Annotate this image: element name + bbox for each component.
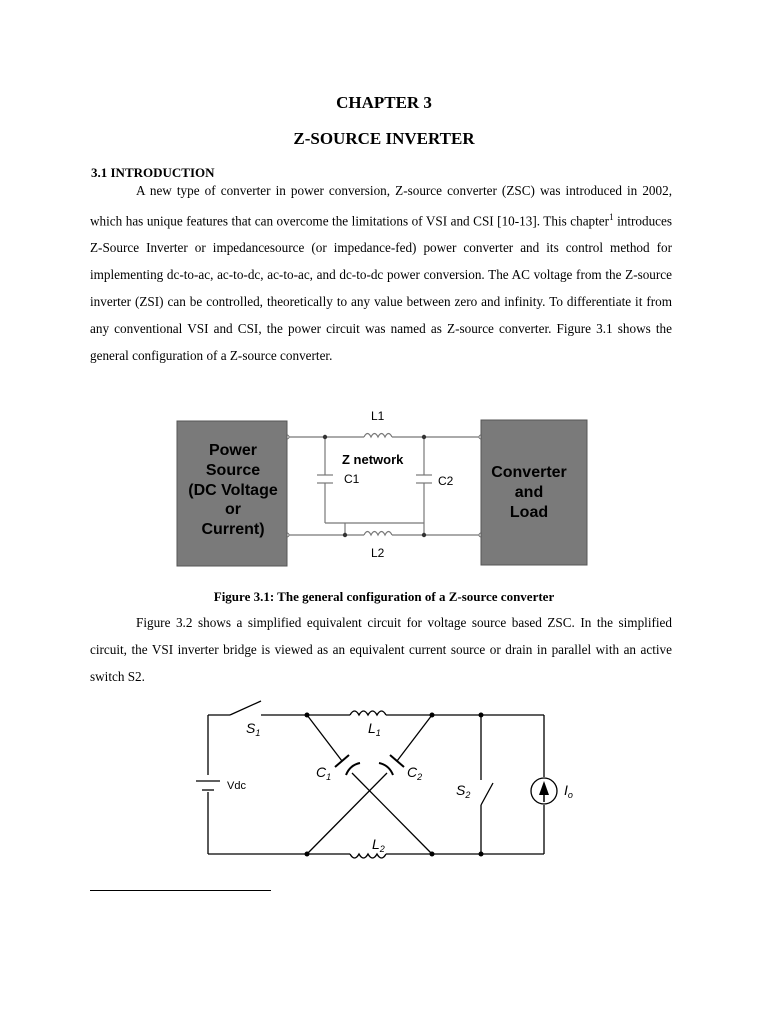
svg-text:or: or bbox=[225, 501, 241, 518]
s1-label: $S_1$ bbox=[246, 720, 261, 738]
figure-3-1-caption: Figure 3.1: The general configuration of a Z-source converter bbox=[213, 589, 555, 604]
svg-text:Load: Load bbox=[509, 504, 549, 521]
z-network-label: Z network bbox=[342, 452, 404, 467]
c1-label: $C_1$ bbox=[316, 764, 332, 782]
figure-3-2 bbox=[180, 695, 573, 870]
chapter-heading: CHAPTER 3 bbox=[336, 93, 432, 112]
figure-3-1 bbox=[170, 405, 595, 565]
footnote-rule bbox=[90, 890, 271, 891]
footnote-mark[interactable]: 1 bbox=[609, 212, 614, 222]
figure2-capacitors bbox=[335, 755, 404, 775]
intro-paragraph bbox=[90, 177, 672, 369]
paragraph-2 bbox=[90, 609, 672, 690]
intro-text: A new type of converter in power conversion, Z-source converter (ZSC) was introduced in 2002, which has unique features that can overcome the limitations of VSI and CSI [10-13]. This chapter bbox=[90, 183, 672, 229]
io-label: $I_o$ bbox=[564, 782, 573, 800]
figure1-l2-label: L2 bbox=[371, 546, 385, 560]
l2-label: $L_2$ bbox=[372, 836, 385, 854]
c2-label: $C_2$ bbox=[407, 764, 423, 782]
figure1-c2-label: C2 bbox=[438, 474, 454, 488]
svg-text:Power: Power bbox=[208, 442, 258, 459]
svg-text:Converter: Converter bbox=[491, 464, 567, 481]
intro-text-continued: introduces Z-Source Inverter or impedancesource (or impedance-fed) power converter and its control method for implementing dc-to-ac, ac-to-dc, ac-to-ac, and dc-to-dc power conversion. The AC voltage from the Z-source inverter (ZSI) can be controlled, theoretically to any value between zero and infinity. To differentiate it from any conventional VSI and CSI, the power circuit was named as Z-source converter. Figure 3.1 shows the general configuration of a Z-source converter. bbox=[90, 213, 673, 364]
vdc-label: Vdc bbox=[227, 780, 246, 792]
chapter-title: Z-SOURCE INVERTER bbox=[293, 129, 475, 148]
svg-text:Source: Source bbox=[205, 462, 261, 479]
svg-text:and: and bbox=[514, 484, 544, 501]
figure1-nodes bbox=[323, 435, 426, 537]
figure1-l1-label: L1 bbox=[371, 409, 385, 423]
l1-label: $L_1$ bbox=[368, 720, 381, 738]
svg-text:Current): Current) bbox=[201, 521, 265, 538]
section-heading: 3.1 INTRODUCTION bbox=[91, 165, 215, 180]
paragraph-2-text: Figure 3.2 shows a simplified equivalent circuit for voltage source based ZSC. In the simplified circuit, the VSI inverter bridge is viewed as an equivalent current source or drain in parallel with an active switch S2. bbox=[90, 615, 672, 684]
svg-text:(DC Voltage: (DC Voltage bbox=[188, 482, 278, 499]
figure1-c1-label: C1 bbox=[344, 472, 360, 486]
s2-label: $S_2$ bbox=[456, 782, 471, 800]
